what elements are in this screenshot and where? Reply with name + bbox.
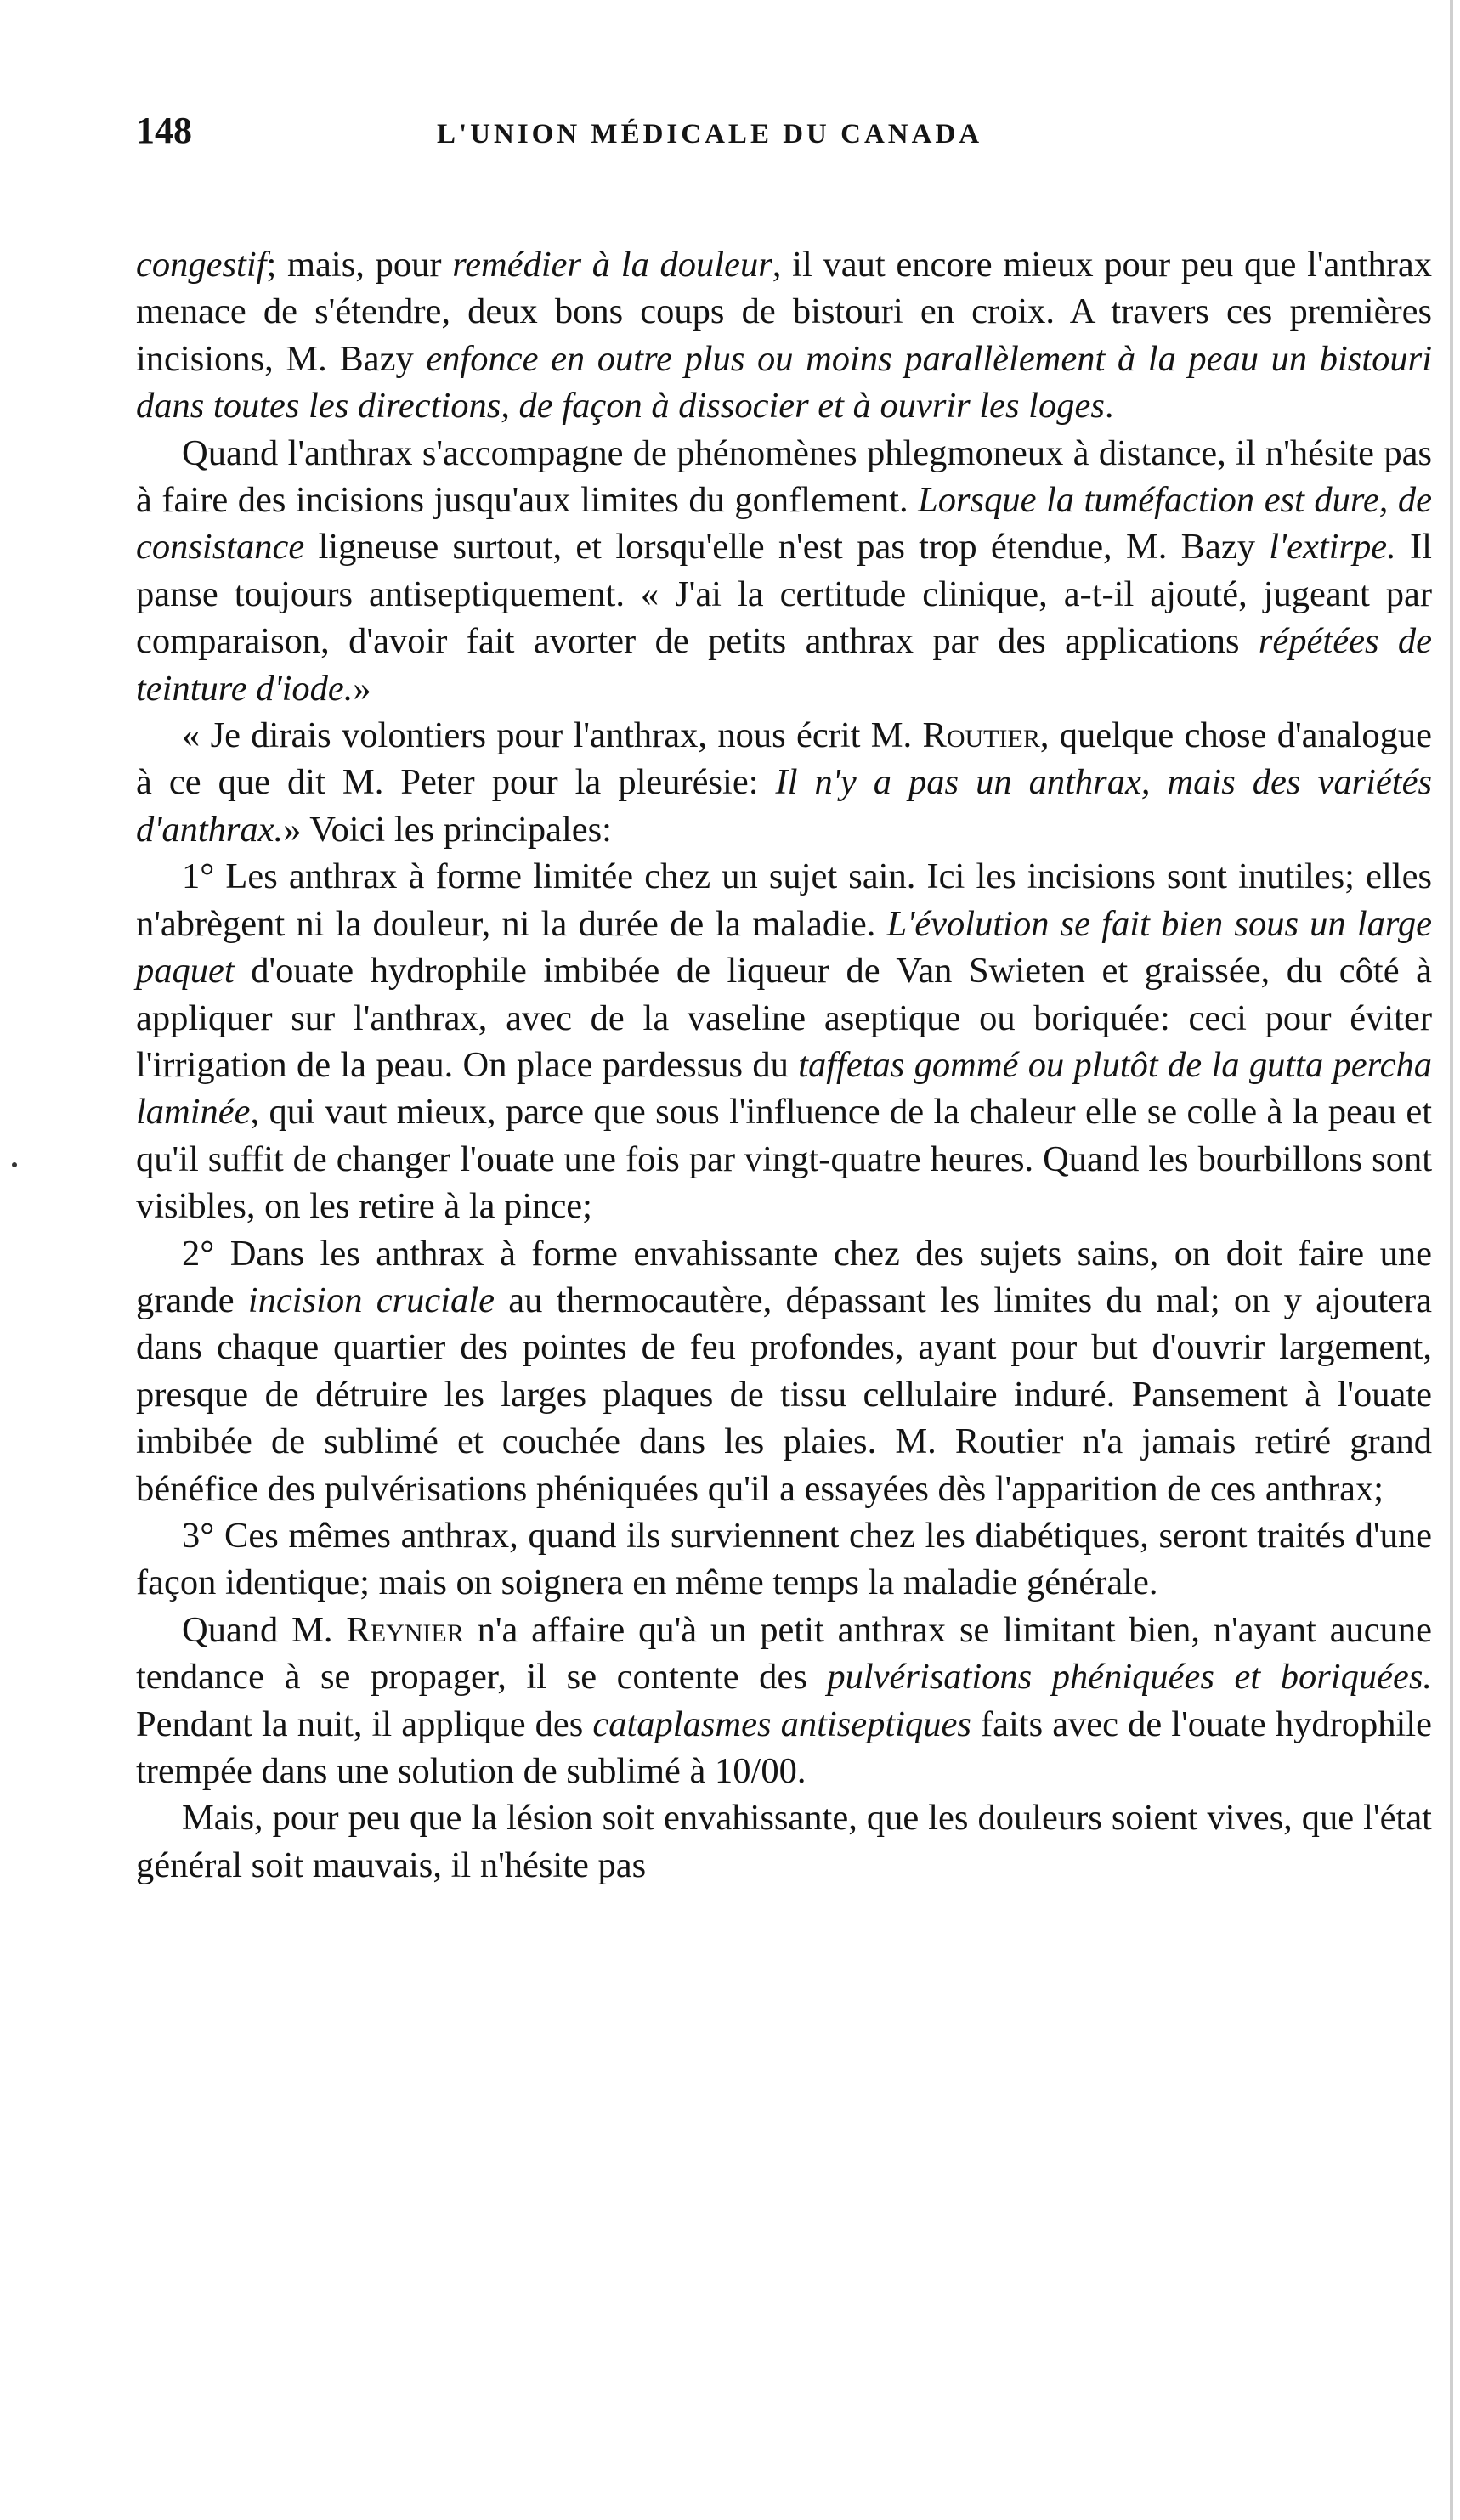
page-edge-shadow bbox=[1450, 0, 1453, 2520]
text-run: Quand M. bbox=[182, 1609, 347, 1650]
text-run: , il vaut encore mieux pour peu que l'anthrax menace de s'étendre, deux bons coups de bistouri en croix. A travers ces premières incisions, M. Bazy bbox=[136, 245, 1432, 379]
journal-page bbox=[136, 109, 1432, 1889]
text-run: . bbox=[1104, 386, 1114, 427]
running-head bbox=[136, 109, 1432, 168]
italic-run: cataplasmes antiseptiques bbox=[592, 1704, 971, 1744]
scan-speck bbox=[12, 1162, 17, 1167]
text-run: » bbox=[353, 668, 371, 709]
text-run: 1° Les anthrax à forme limitée chez un sujet sain. Ici les incisions sont inutiles; elles n'abrègent ni la douleur, ni la durée de la maladie. bbox=[136, 856, 1432, 944]
journal-title: L'UNION MÉDICALE DU CANADA bbox=[437, 119, 983, 150]
paragraph bbox=[136, 1607, 1432, 1795]
text-run: Pendant la nuit, il applique des bbox=[136, 1704, 593, 1744]
paragraph bbox=[136, 1512, 1432, 1607]
text-run: Il panse toujours antiseptiquement. « J'ai la certitude clinique, a-t-il ajouté, jugeant par comparaison, d'avoir fait avorter de petits anthrax par des applications bbox=[136, 527, 1432, 662]
paragraph bbox=[136, 1230, 1432, 1512]
italic-run: L'évolution se fait bien sous un large paquet bbox=[136, 903, 1433, 992]
italic-run: l'extirpe. bbox=[1269, 527, 1396, 568]
italic-run: répétées de teinture d'iode. bbox=[136, 621, 1432, 709]
text-run: d'ouate hydrophile imbibée de liqueur de Van Swieten et graissée, du côté à appliquer sur l'anthrax, avec de la vaseline aseptique ou boriquée: ceci pour éviter l'irrigation de la peau. On place pardessus du bbox=[136, 951, 1432, 1085]
italic-run: Il n'y a pas un anthrax, mais des variétés d'anthrax. bbox=[136, 762, 1432, 850]
paragraph bbox=[136, 1794, 1432, 1889]
text-run: ligneuse surtout, et lorsqu'elle n'est pas trop étendue, M. Bazy bbox=[304, 527, 1270, 568]
page-number: 148 bbox=[136, 110, 192, 151]
text-run: faits avec de l'ouate hydrophile trempée dans une solution de sublimé à 10/00. bbox=[136, 1704, 1432, 1791]
text-run: ; mais, pour bbox=[266, 245, 453, 285]
text-run: , qui vaut mieux, parce que sous l'influence de la chaleur elle se colle à la peau et qu'il suffit de changer l'ouate une fois par vingt-quatre heures. Quand les bourbillons sont visibles, on les retire à la pince; bbox=[136, 1092, 1432, 1227]
text-run: » Voici les principales: bbox=[283, 809, 612, 850]
italic-run: Lorsque la tuméfaction est dure, de consistance bbox=[136, 480, 1433, 568]
small-caps-name: Routier bbox=[922, 715, 1040, 756]
small-caps-name: Reynier bbox=[346, 1609, 464, 1650]
text-run: , quelque chose d'analogue à ce que dit M. Peter pour la pleurésie: bbox=[136, 715, 1432, 803]
italic-run: remédier à la douleur bbox=[452, 245, 772, 285]
italic-run: incision cruciale bbox=[247, 1280, 495, 1320]
text-run: Mais, pour peu que la lésion soit envahissante, que les douleurs soient vives, que l'état général soit mauvais, il n'hésite pas bbox=[136, 1798, 1432, 1885]
text-run: n'a affaire qu'à un petit anthrax se limitant bien, n'ayant aucune tendance à se propager, il se contente des bbox=[136, 1609, 1432, 1698]
text-run: 2° Dans les anthrax à forme envahissante chez des sujets sains, on doit faire une grande bbox=[136, 1233, 1432, 1320]
text-run: 3° Ces mêmes anthrax, quand ils surviennent chez les diabétiques, seront traités d'une façon identique; mais on soignera en même temps la maladie générale. bbox=[136, 1515, 1432, 1603]
italic-run: enfonce en outre plus ou moins parallèlement à la peau un bistouri dans toutes les directions, de façon à dissocier et à ouvrir les loges bbox=[136, 338, 1433, 427]
text-run: au thermocautère, dépassant les limites du mal; on y ajoutera dans chaque quartier des pointes de feu profondes, ayant pour but d'ouvrir largement, presque de détruire les larges plaques de tissu cellulaire induré. Pansement à l'ouate imbibée de sublimé et couchée dans les plaies. M. Routier n'a jamais retiré grand bénéfice des pulvérisations phéniquées qu'il a essayées dès l'apparition de ces anthrax; bbox=[136, 1280, 1433, 1509]
paragraph bbox=[136, 853, 1432, 1229]
paragraph bbox=[136, 712, 1432, 853]
paragraph bbox=[136, 430, 1432, 712]
paragraph bbox=[136, 241, 1432, 430]
italic-run: pulvérisations phéniquées et boriquées. bbox=[827, 1657, 1432, 1698]
italic-run: taffetas gommé ou plutôt de la gutta percha laminée bbox=[136, 1044, 1432, 1133]
text-run: « Je dirais volontiers pour l'anthrax, nous écrit M. bbox=[182, 715, 923, 756]
text-run: Quand l'anthrax s'accompagne de phénomènes phlegmoneux à distance, il n'hésite pas à faire des incisions jusqu'aux limites du gonflement. bbox=[136, 432, 1432, 521]
article-body bbox=[136, 241, 1432, 1889]
italic-run: congestif bbox=[136, 245, 267, 285]
